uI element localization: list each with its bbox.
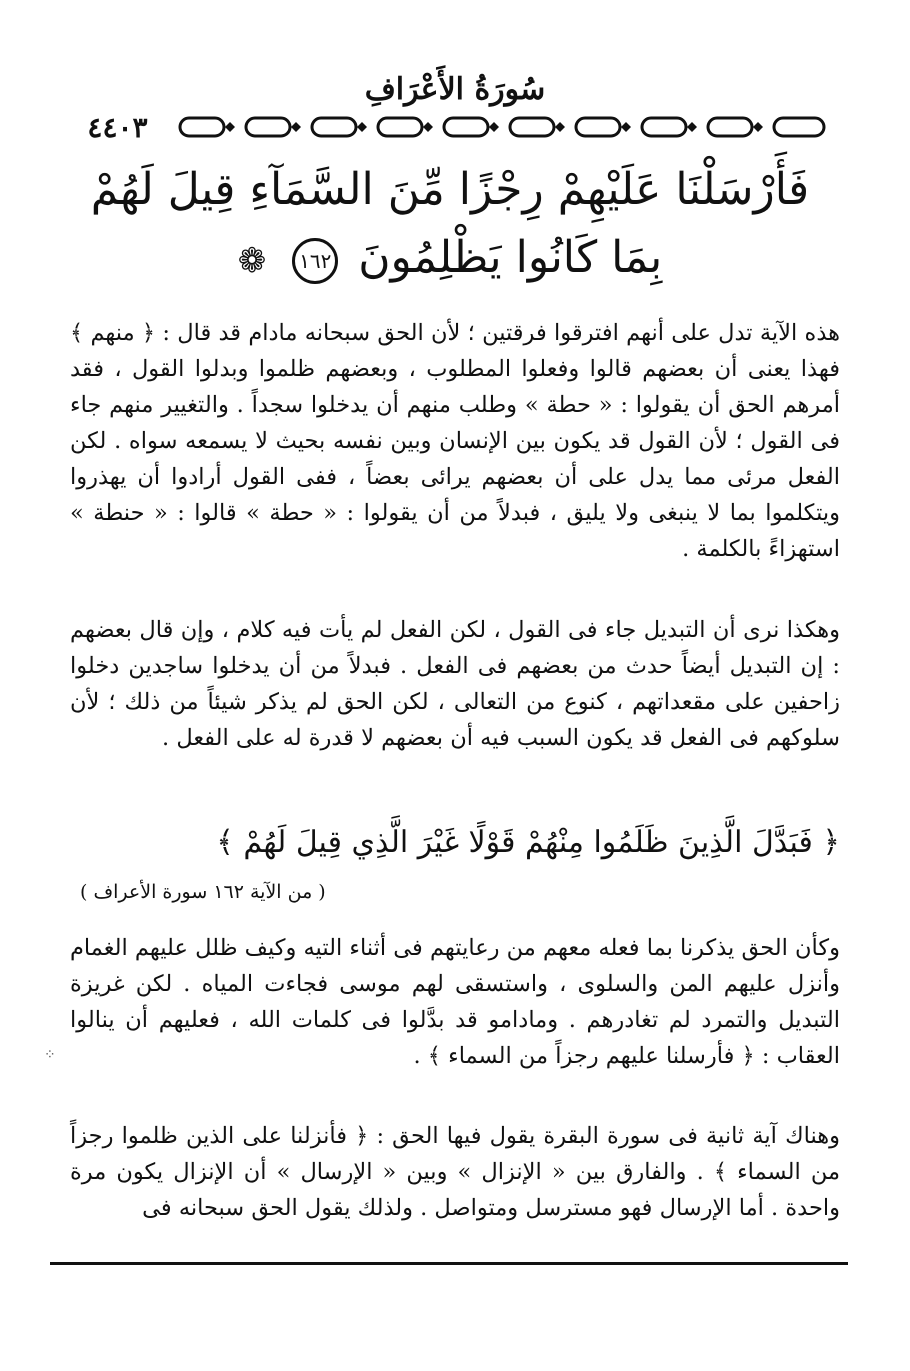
verse-citation: ( من الآية ١٦٢ سورة الأعراف ): [80, 881, 326, 903]
quoted-verse: ﴿ فَبَدَّلَ الَّذِينَ ظَلَمُوا مِنْهُمْ قَوْلًا غَيْرَ الَّذِي قِيلَ لَهُمْ ﴾: [216, 825, 840, 860]
verse-line-2-text: بِمَا كَانُوا يَظْلِمُونَ: [358, 232, 663, 283]
ayah-number-marker: ١٦٢: [292, 238, 338, 284]
paragraph-4: وهناك آية ثانية فى سورة البقرة يقول فيها الحق : ﴿ فأنزلنا على الذين ظلموا رجزاً من السماء ﴾ . والفارق بين « الإنزال » وبين « الإرسال » أن الإنزال يكون مرة واحدة . أما الإرسال فهو مسترسل ومتواصل . ولذلك يقول الحق سبحانه فى: [70, 1123, 840, 1221]
page-number: ٤٤٠٣: [60, 112, 175, 144]
verse-line-1-text: فَأَرْسَلْنَا عَلَيْهِمْ رِجْزًا مِّنَ السَّمَآءِ قِيلَ لَهُمْ: [90, 164, 810, 215]
footer-rule: [50, 1262, 848, 1265]
paragraph-2: وهكذا نرى أن التبديل جاء فى القول ، لكن الفعل لم يأت فيه كلام ، وإن قال بعضهم : إن التبديل أيضاً حدث من بعضهم فى الفعل . فبدلاً من أن يدخلوا ساجدين دخلوا زاحفين على مقعداتهم ، كنوع من التعالى ، لكن الحق لم يذكر شيئاً من ذلك ؛ لأن سلوكهم فى الفعل قد يكون السبب فيه أن بعضهم لا قدرة له على الفعل .: [70, 617, 840, 751]
verse-line-1: [70, 160, 830, 220]
speck-mark: ⁘: [44, 1047, 56, 1063]
paragraph-3: وكأن الحق يذكرنا بما فعله معهم من رعايتهم فى أثناء التيه وكيف ظلل عليهم الغمام وأنزل عليهم المن والسلوى ، واستسقى لهم موسى فجاءت المياه . لكن غريزة التبديل والتمرد لم تغادرهم . ومادامو قد بدَّلوا فى كلمات الله ، فعليهم أن ينالوا العقاب : ﴿ فأرسلنا عليهم رجزاً من السماء ﴾ .: [70, 935, 840, 1069]
verse-line-2: [70, 228, 830, 291]
surah-title: سُورَةُ الأَعْرَافِ: [364, 72, 546, 107]
chain-border: [60, 110, 830, 146]
ornament-icon: ❁: [237, 240, 267, 281]
paragraph-1: هذه الآية تدل على أنهم افترقوا فرقتين ؛ لأن الحق سبحانه مادام قد قال : ﴿ منهم ﴾ فهذا يعنى أن بعضهم قالوا وفعلوا المطلوب ، وبعضهم ظلموا وبدلوا القول ، فقد أمرهم الحق أن يقولوا : « حطة » وطلب منهم أن يدخلوا سجداً . والتغيير منهم جاء فى القول ؛ لأن القول قد يكون بين الإنسان وبين نفسه بحيث لا يسمعه سواه . لكن الفعل مرئى مما يدل على أن بعضهم يرائى بعضاً ، ففى القول أرادوا أن يهذروا ويتكلموا بما لا ينبغى ولا يليق ، فبدلاً من أن يقولوا : « حطة » قالوا : « حنطة » استهزاءً بالكلمة .: [70, 320, 840, 562]
